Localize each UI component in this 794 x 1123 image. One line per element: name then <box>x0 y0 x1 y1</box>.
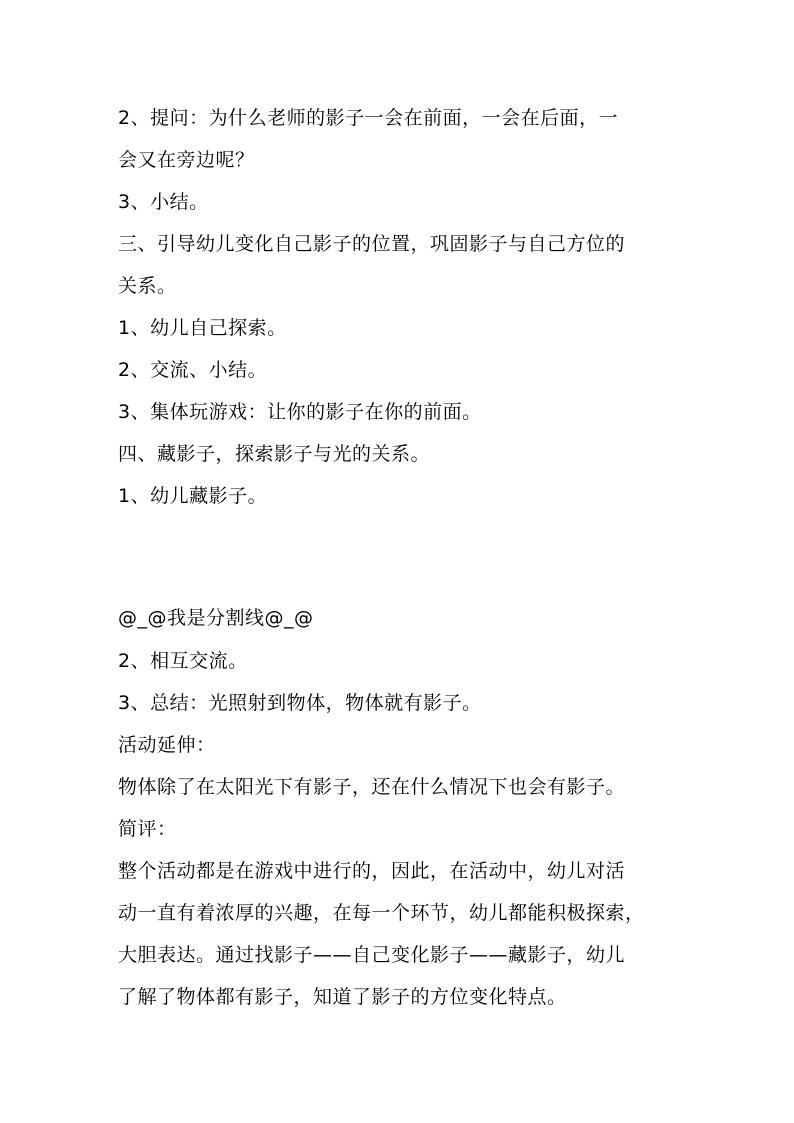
text-line: 3、总结：光照射到物体，物体就有影子。 <box>118 692 482 714</box>
section-heading: 活动延伸： <box>118 734 216 756</box>
text-line: 整个活动都是在游戏中进行的，因此，在活动中，幼儿对活 <box>118 860 626 882</box>
text-line: 大胆表达。通过找影子——自己变化影子——藏影子，幼儿 <box>118 944 626 966</box>
text-line: 会又在旁边呢？ <box>118 149 255 171</box>
text-line: 了解了物体都有影子，知道了影子的方位变化特点。 <box>118 986 567 1008</box>
text-line: 3、集体玩游戏：让你的影子在你的前面。 <box>118 401 482 423</box>
text-line: 动一直有着浓厚的兴趣，在每一个环节，幼儿都能积极探索， <box>118 902 645 924</box>
text-line: 1、幼儿藏影子。 <box>118 485 268 507</box>
text-line: 3、小结。 <box>118 191 209 213</box>
text-line: 2、提问：为什么老师的影子一会在前面，一会在后面，一 <box>118 107 619 129</box>
text-line: 2、相互交流。 <box>118 650 248 672</box>
text-line: 关系。 <box>118 275 177 297</box>
text-line: 四、藏影子，探索影子与光的关系。 <box>118 443 431 465</box>
text-line: 三、引导幼儿变化自己影子的位置，巩固影子与自己方位的 <box>118 233 626 255</box>
text-line: 物体除了在太阳光下有影子，还在什么情况下也会有影子。 <box>118 776 626 798</box>
section-heading: 简评： <box>118 818 177 840</box>
text-line: 1、幼儿自己探索。 <box>118 317 287 339</box>
divider-text: @_@我是分割线@_@ <box>118 607 314 629</box>
text-line: 2、交流、小结。 <box>118 359 268 381</box>
